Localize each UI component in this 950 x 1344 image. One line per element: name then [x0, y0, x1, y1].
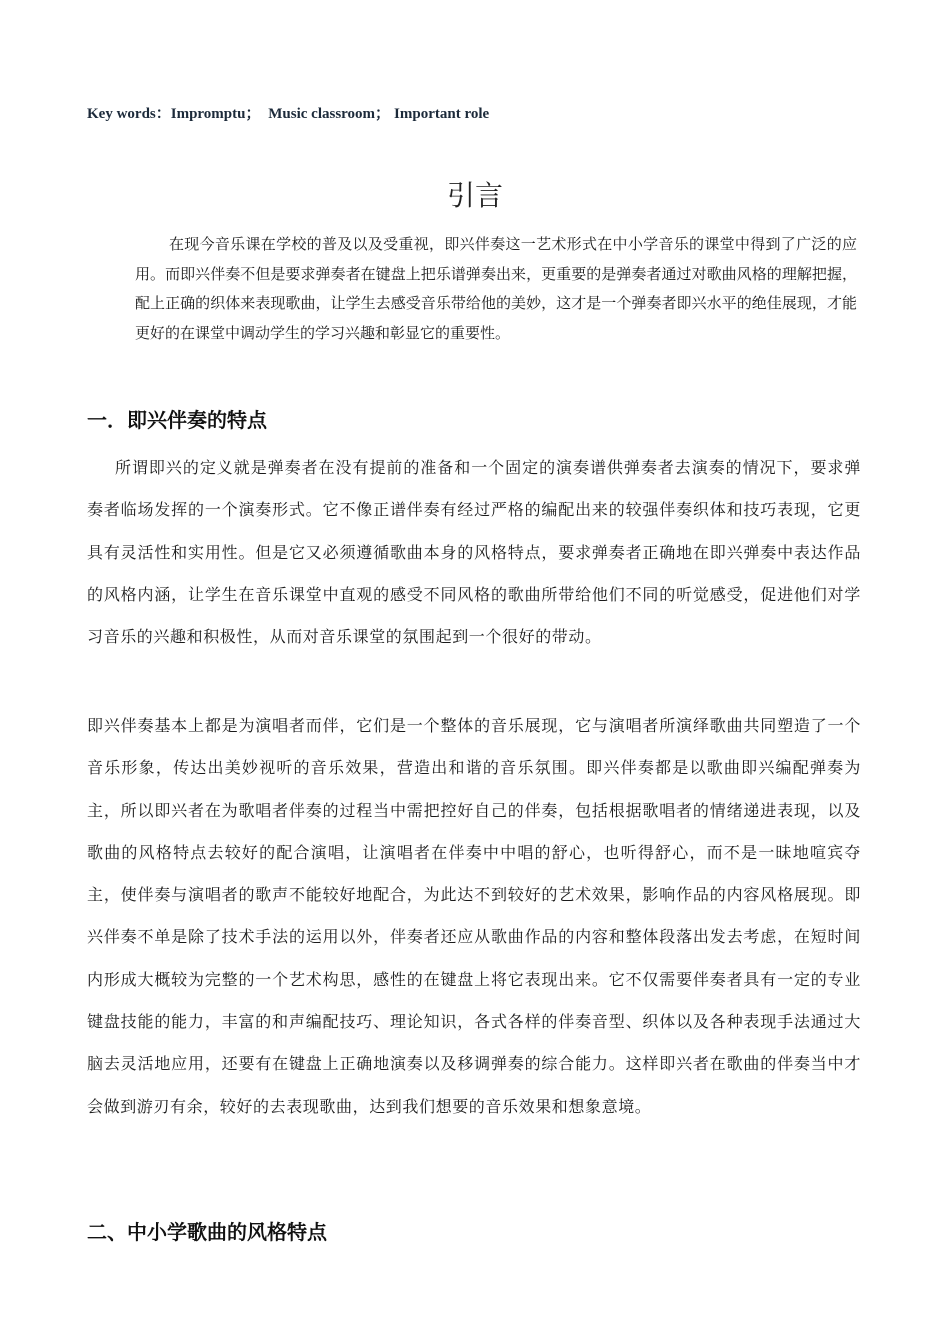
keyword-item: Impromptu；	[170, 106, 261, 122]
keywords-label: Key words：	[87, 106, 171, 122]
keyword-item: Important role	[394, 106, 490, 122]
keywords-line	[87, 102, 489, 123]
intro-paragraph: 在现今音乐课在学校的普及以及受重视，即兴伴奏这一艺术形式在中小学音乐的课堂中得到了广泛的应用。而即兴伴奏不但是要求弹奏者在键盘上把乐谱弹奏出来，更重要的是弹奏者通过对歌曲风格的理解把握，配上正确的织体来表现歌曲，让学生去感受音乐带给他的美妙，这才是一个弹奏者即兴水平的绝佳展现，才能更好的在课堂中调动学生的学习兴趣和彰显它的重要性。	[135, 235, 857, 342]
body-paragraph-2: 即兴伴奏基本上都是为演唱者而伴，它们是一个整体的音乐展现，它与演唱者所演绎歌曲共同塑造了一个音乐形象，传达出美妙视听的音乐效果，营造出和谐的音乐氛围。即兴伴奏都是以歌曲即兴编配弹奏为主，所以即兴者在为歌唱者伴奏的过程当中需把控好自己的伴奏，包括根据歌唱者的情绪递进表现，以及歌曲的风格特点去较好的配合演唱，让演唱者在伴奏中中唱的舒心，也听得舒心，而不是一昧地喧宾夺主，使伴奏与演唱者的歌声不能较好地配合，为此达不到较好的艺术效果，影响作品的内容风格展现。即兴伴奏不单是除了技术手法的运用以外，伴奏者还应从歌曲作品的内容和整体段落出发去考虑，在短时间内形成大概较为完整的一个艺术构思，感性的在键盘上将它表现出来。它不仅需要伴奏者具有一定的专业键盘技能的能力，丰富的和声编配技巧、理论知识，各式各样的伴奏音型、织体以及各种表现手法通过大脑去灵活地应用，还要有在键盘上正确地演奏以及移调弹奏的综合能力。这样即兴者在歌曲的伴奏当中才会做到游刃有余，较好的去表现歌曲，达到我们想要的音乐效果和想象意境。	[87, 716, 861, 1116]
section-heading-2: 二、中小学歌曲的风格特点	[87, 1220, 327, 1244]
section-heading-1: 一．即兴伴奏的特点	[87, 408, 267, 432]
section-title-introduction: 引言	[446, 179, 503, 212]
body-paragraph-1: 所谓即兴的定义就是弹奏者在没有提前的准备和一个固定的演奏谱供弹奏者去演奏的情况下，要求弹奏者临场发挥的一个演奏形式。它不像正谱伴奏有经过严格的编配出来的较强伴奏织体和技巧表现，它更具有灵活性和实用性。但是它又必须遵循歌曲本身的风格特点，要求弹奏者正确地在即兴弹奏中表达作品的风格内涵，让学生在音乐课堂中直观的感受不同风格的歌曲所带给他们不同的听觉感受，促进他们对学习音乐的兴趣和积极性，从而对音乐课堂的氛围起到一个很好的带动。	[87, 458, 861, 647]
keyword-item: Music classroom；	[268, 106, 391, 122]
